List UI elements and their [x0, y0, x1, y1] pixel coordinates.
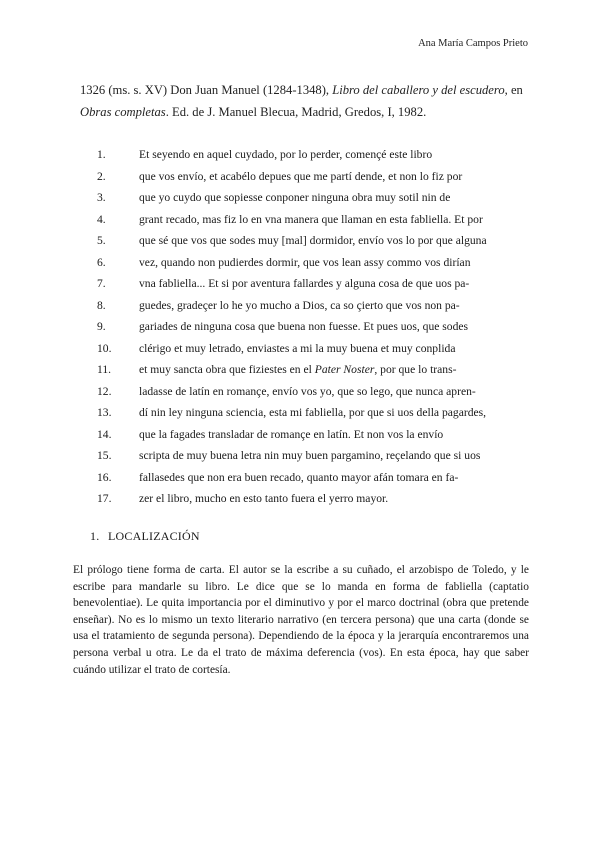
line-number: 10. — [97, 341, 112, 355]
line-text: clérigo et muy letrado, enviastes a mi la muy buena et muy conplida — [139, 341, 456, 355]
section-body-paragraph: El prólogo tiene forma de carta. El autor se la escribe a su cuñado, el arzobispo de Toledo, y le escribe para mandarle su libro. Le dice que se lo manda en forma de fabliella (captatio benevolentiae). Le quita importancia por el diminutivo y por el marco doctrinal (obra que pretende enseñar). No es lo mismo un texto literario narrativo (en tercera persona) que una carta (donde se usa el tratamiento de segunda persona). Dependiendo de la época y la jerarquía encontraremos una persona verbal u otra. Le da el trato de máxima deferencia (vos). En esta época, hay que saber cuándo utilizar el trato de cortesía. — [73, 564, 529, 676]
line-number: 14. — [97, 427, 112, 441]
line-text: guedes, gradeçer lo he yo mucho a Dios, ca so çierto que vos non pa- — [139, 298, 460, 312]
line-number: 16. — [97, 470, 112, 484]
line-text: grant recado, mas fiz lo en vna manera que llaman en esta fabliella. Et por — [139, 212, 483, 226]
line-text: vez, quando non pudierdes dormir, que vos lean assy commo vos dirían — [139, 255, 471, 269]
citation-middle: , en — [504, 83, 523, 97]
line-text-post: , por que lo trans- — [374, 363, 457, 376]
text-line — [97, 295, 487, 317]
citation-prefix: 1326 (ms. s. XV) Don Juan Manuel (1284-1348), — [80, 83, 333, 97]
line-number: 4. — [97, 212, 106, 226]
text-line — [97, 316, 487, 338]
line-number: 1. — [97, 148, 106, 161]
line-number: 15. — [97, 449, 112, 462]
text-line — [97, 424, 487, 446]
line-number: 5. — [97, 234, 106, 247]
text-line — [97, 209, 487, 231]
text-line — [97, 230, 487, 252]
bibliographic-citation — [80, 79, 530, 123]
line-number: 2. — [97, 169, 106, 183]
text-line — [97, 402, 487, 424]
text-line — [97, 359, 487, 381]
section-heading — [90, 529, 200, 544]
numbered-text-lines — [97, 144, 487, 510]
line-text: gariades de ninguna cosa que buena non fuesse. Et pues uos, que sodes — [139, 320, 469, 333]
text-line — [97, 488, 487, 510]
line-text: que sé que vos que sodes muy [mal] dormidor, envío vos lo por que alguna — [139, 234, 487, 247]
citation-suffix: . Ed. de J. Manuel Blecua, Madrid, Gredos, I, 1982. — [165, 105, 427, 119]
citation-collection: Obras completas — [80, 105, 166, 119]
line-number: 3. — [97, 191, 106, 204]
citation-book-title: Libro del caballero y del escudero — [332, 83, 505, 97]
line-number: 12. — [97, 384, 112, 398]
line-text: dí nin ley ninguna sciencia, esta mi fabliella, por que si uos della pagardes, — [139, 406, 487, 419]
text-line — [97, 467, 487, 489]
page-header-author: Ana María Campos Prieto — [418, 38, 528, 49]
line-text: zer el libro, mucho en esto tanto fuera el yerro mayor. — [139, 492, 389, 505]
text-line — [97, 445, 487, 467]
line-number: 8. — [97, 298, 106, 312]
text-line — [97, 273, 487, 295]
line-number: 7. — [97, 277, 106, 290]
line-number: 9. — [97, 320, 106, 333]
text-line — [97, 252, 487, 274]
line-text: que la fagades transladar de romançe en latín. Et non vos la envío — [139, 427, 444, 441]
line-text: fallasedes que non era buen recado, quanto mayor afán tomara en fa- — [139, 470, 459, 484]
line-number: 11. — [97, 363, 112, 376]
line-number: 17. — [97, 492, 112, 505]
section-number: 1. — [90, 529, 100, 543]
text-line — [97, 338, 487, 360]
line-text: ladasse de latín en romançe, envío vos yo, que so lego, que nunca apren- — [139, 384, 476, 398]
line-text-pre: et muy sancta obra que fiziestes en el — [139, 363, 315, 376]
line-number: 6. — [97, 255, 106, 269]
line-text: que yo cuydo que sopiesse conponer ninguna obra muy sotil nin de — [139, 191, 451, 204]
line-text: que vos envío, et acabélo depues que me partí dende, et non lo fiz por — [139, 169, 463, 183]
text-line — [97, 166, 487, 188]
section-title: LOCALIZACIÓN — [108, 529, 200, 543]
line-text: scripta de muy buena letra nin muy buen pargamino, reçelando que si uos — [139, 449, 481, 462]
line-text-italic: Pater Noster — [314, 363, 375, 376]
text-line — [97, 381, 487, 403]
line-text: Et seyendo en aquel cuydado, por lo perder, començé este libro — [139, 148, 433, 161]
line-number: 13. — [97, 406, 112, 419]
text-line — [97, 144, 487, 166]
line-text: vna fabliella... Et si por aventura fallardes y alguna cosa de que uos pa- — [139, 277, 470, 290]
text-line — [97, 187, 487, 209]
